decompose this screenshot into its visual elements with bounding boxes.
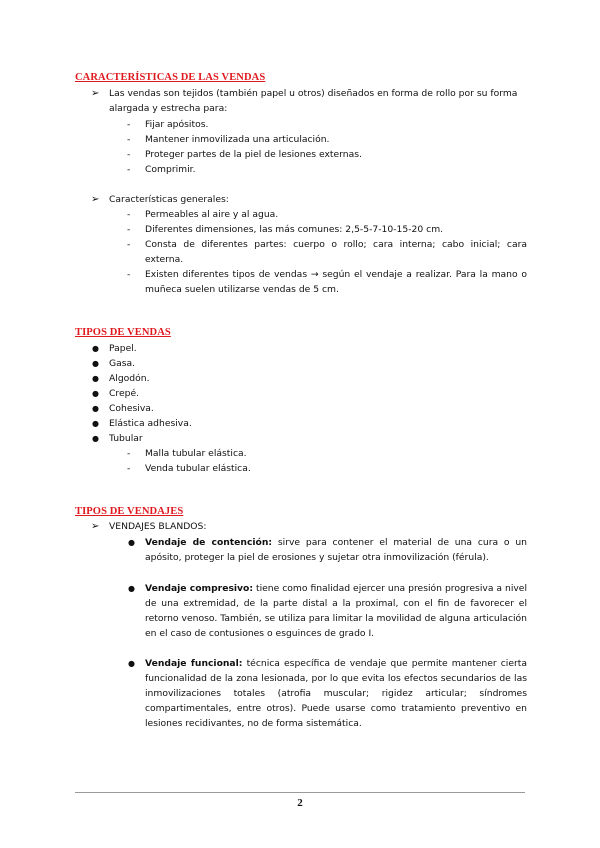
list-item: Cohesiva.: [109, 403, 154, 414]
list-item: Crepé.: [109, 388, 140, 399]
round-bullet: ●: [128, 584, 135, 593]
list-item: Malla tubular elástica.: [145, 448, 247, 459]
list-item: Papel.: [109, 343, 137, 354]
list-item: Consta de diferentes partes: cuerpo o rollo; cara interna; cabo inicial; cara externa.: [145, 239, 527, 265]
dash-bullet: -: [127, 164, 131, 175]
dash-bullet: -: [127, 463, 131, 474]
dash-bullet: -: [127, 209, 131, 220]
list-item: Tubular: [109, 433, 143, 444]
arrow-bullet-icon: ➢: [91, 88, 100, 99]
paragraph-line: Características generales:: [109, 194, 229, 205]
arrow-bullet-icon: ➢: [91, 194, 100, 205]
list-item: Comprimir.: [145, 164, 196, 175]
footer-divider: [75, 792, 525, 793]
heading-tipos-de-vendas: TIPOS DE VENDAS: [75, 327, 171, 338]
term: Vendaje funcional:: [145, 658, 243, 669]
description: tiene como finalidad ejercer una presión progresiva a nivel de una extremidad, de la parte distal a la proximal, con el fin de favorecer el retorno venoso. También, se utiliza para limitar la movilidad de alguna articulación en el caso de contusiones o esguinces de grado I.: [145, 583, 528, 639]
dash-bullet: -: [127, 149, 131, 160]
list-item: Mantener inmovilizada una articulación.: [145, 134, 330, 145]
list-item: Gasa.: [109, 358, 136, 369]
subheading: VENDAJES BLANDOS:: [109, 521, 207, 532]
list-item: Existen diferentes tipos de vendas → según el vendaje a realizar. Para la mano o muñeca suelen utilizarse vendas de 5 cm.: [145, 269, 527, 295]
paragraph-line: alargada y estrecha para:: [109, 103, 228, 114]
dash-bullet: -: [127, 239, 131, 250]
list-item: Proteger partes de la piel de lesiones externas.: [145, 149, 362, 160]
dash-bullet: -: [127, 119, 131, 130]
vendaje-contencion: [145, 535, 527, 565]
round-bullet: ●: [92, 344, 99, 353]
list-item: Permeables al aire y al agua.: [145, 209, 279, 220]
round-bullet: ●: [92, 389, 99, 398]
list-item: Fijar apósitos.: [145, 119, 209, 130]
heading-caracteristicas: CARACTERÍSTICAS DE LAS VENDAS: [75, 72, 266, 83]
paragraph-line: Las vendas son tejidos (también papel u otros) diseñados en forma de rollo por su forma: [109, 88, 518, 99]
round-bullet: ●: [128, 538, 135, 547]
list-item: Algodón.: [109, 373, 150, 384]
dash-bullet: -: [127, 134, 131, 145]
term: Vendaje de contención:: [145, 537, 273, 548]
description: técnica específica de vendaje que permite mantener cierta funcionalidad de la zona lesionada, por lo que evita los efectos secundarios de las inmovilizaciones totales (atrofia muscular; rigidez articular; síndromes compartimentales, entre otros). Puede usarse como tratamiento preventivo en lesiones recidivantes, no de forma sistemática.: [145, 658, 527, 729]
list-item: Venda tubular elástica.: [145, 463, 251, 474]
page-number: 2: [297, 797, 303, 809]
round-bullet: ●: [92, 434, 99, 443]
dash-bullet: -: [127, 448, 131, 459]
round-bullet: ●: [92, 359, 99, 368]
heading-tipos-de-vendajes: TIPOS DE VENDAJES: [75, 506, 184, 517]
dash-bullet: -: [127, 269, 131, 280]
dash-bullet: -: [127, 224, 131, 235]
description: sirve para contener el material de una cura o un apósito, proteger la piel de erosiones y sujetar otra inmovilización (férula).: [145, 537, 527, 563]
term: Vendaje compresivo:: [145, 583, 254, 594]
round-bullet: ●: [92, 404, 99, 413]
arrow-bullet-icon: ➢: [91, 521, 100, 532]
round-bullet: ●: [92, 374, 99, 383]
list-item: Diferentes dimensiones, las más comunes: 2,5-5-7-10-15-20 cm.: [145, 224, 444, 235]
list-item: Elástica adhesiva.: [109, 418, 192, 429]
vendaje-compresivo: [145, 581, 527, 641]
vendaje-funcional: [145, 656, 527, 731]
round-bullet: ●: [92, 419, 99, 428]
round-bullet: ●: [128, 659, 135, 668]
